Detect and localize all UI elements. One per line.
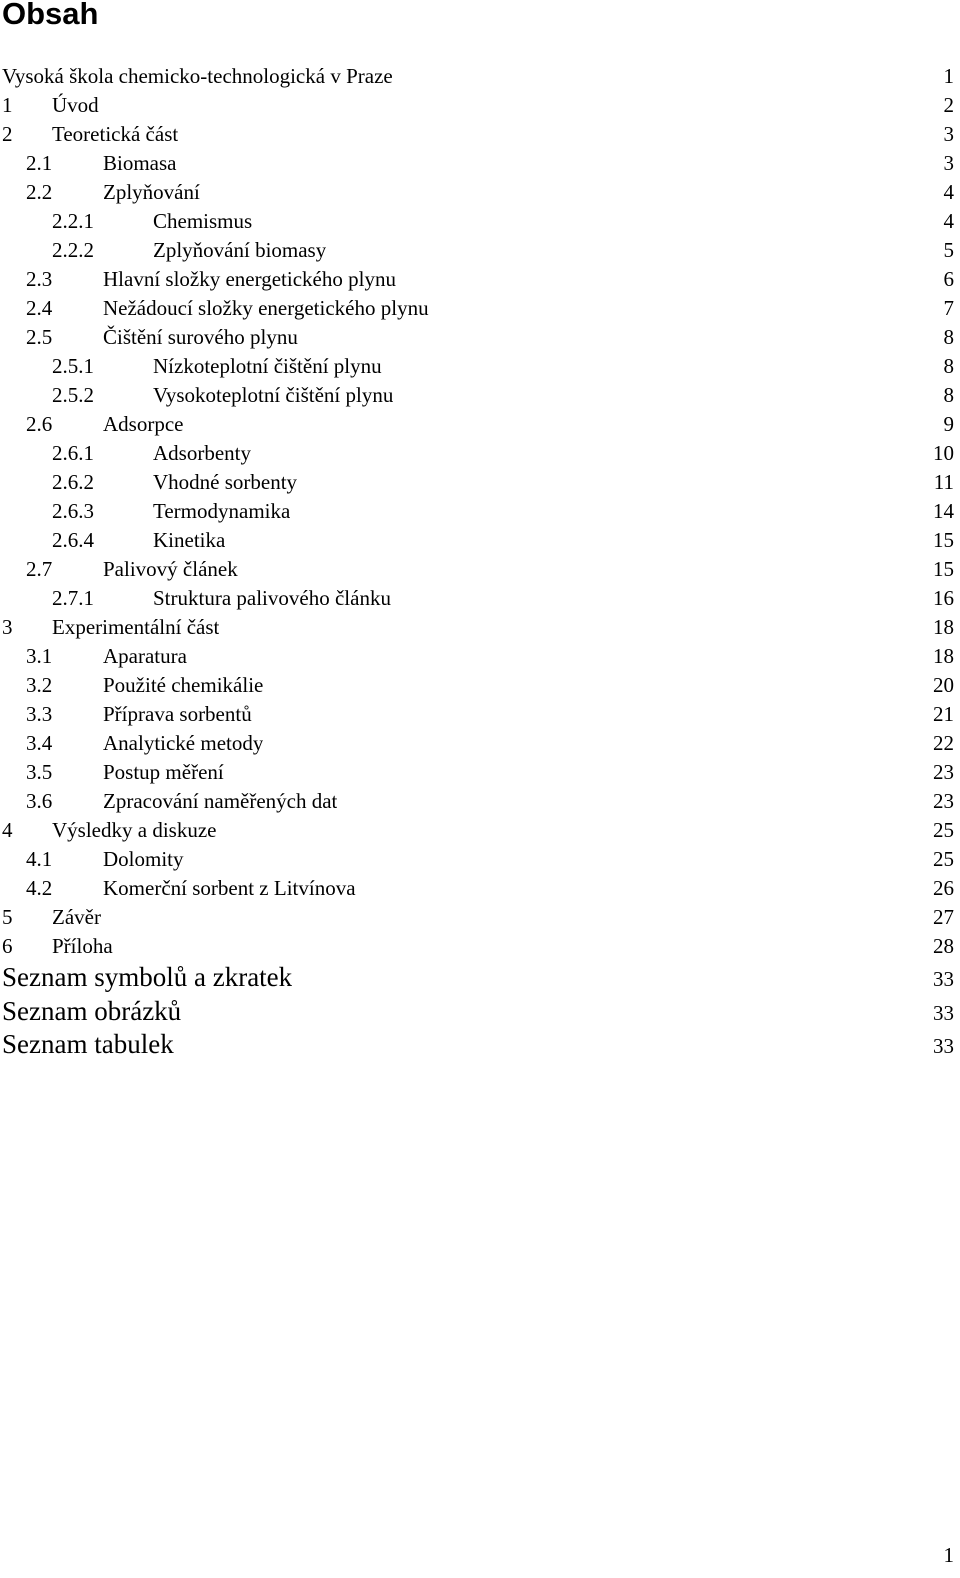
- toc-entry-title: Kinetika: [153, 528, 226, 552]
- toc-entry-number: 3.3: [26, 702, 53, 726]
- toc-entry-page: 8: [943, 325, 954, 349]
- toc-entry-number: 5: [2, 905, 13, 929]
- toc-entry-title: Postup měření: [103, 760, 224, 784]
- toc-entry-title: Hlavní složky energetického plynu: [103, 267, 396, 291]
- toc-entry-number: 4: [2, 818, 13, 842]
- toc-entry-page: 8: [943, 354, 954, 378]
- toc-entry-number: 2.5.2: [52, 383, 94, 407]
- toc-entry-number: 2.3: [26, 267, 53, 291]
- toc-entry[interactable]: [2, 149, 954, 178]
- toc-entry-title: Závěr: [52, 905, 101, 929]
- toc-entry-page: 1: [943, 64, 954, 88]
- toc-entry[interactable]: [2, 816, 954, 845]
- toc-entry-number: 3.5: [26, 760, 53, 784]
- page-title: Obsah: [2, 0, 99, 31]
- toc-entry-page: 10: [933, 441, 954, 465]
- toc-entry-page: 5: [943, 238, 954, 262]
- toc-entry-number: 2.6: [26, 412, 53, 436]
- toc-entry-page: 23: [933, 789, 954, 813]
- toc-entry-title: Termodynamika: [153, 499, 291, 523]
- toc-entry[interactable]: [2, 671, 954, 700]
- toc-entry-page: 33: [933, 967, 954, 991]
- toc-entry-title: Vhodné sorbenty: [153, 470, 298, 494]
- toc-entry-number: 2.2: [26, 180, 53, 204]
- toc-entry[interactable]: [2, 787, 954, 816]
- toc-entry-title: Aparatura: [103, 644, 187, 668]
- toc-entry[interactable]: [2, 874, 954, 903]
- toc-entry-page: 26: [933, 876, 954, 900]
- toc-entry-page: 22: [933, 731, 954, 755]
- toc-entry-title: Analytické metody: [103, 731, 264, 755]
- toc-entry-title: Vysokoteplotní čištění plynu: [153, 383, 394, 407]
- toc-entry-title: Zpracování naměřených dat: [103, 789, 338, 813]
- toc-entry-number: 1: [2, 93, 13, 117]
- toc-entry-title: Výsledky a diskuze: [52, 818, 217, 842]
- toc-entry-page: 27: [933, 905, 954, 929]
- toc-entry-title: Nízkoteplotní čištění plynu: [153, 354, 382, 378]
- toc-entry-title: Čištění surového plynu: [103, 325, 298, 349]
- toc-entry-title: Vysoká škola chemicko-technologická v Praze: [2, 64, 393, 88]
- toc-entry-page: 33: [933, 1000, 954, 1025]
- toc-entry-title: Seznam tabulek: [2, 1029, 174, 1060]
- toc-entry-number: 3.2: [26, 673, 53, 697]
- toc-entry[interactable]: [2, 91, 954, 120]
- toc-entry-page: 15: [933, 557, 954, 581]
- toc-entry[interactable]: [2, 439, 954, 468]
- toc-entry[interactable]: [2, 903, 954, 932]
- toc-entry-page: 25: [933, 847, 954, 871]
- toc-entry-page: 18: [933, 644, 954, 668]
- toc-entry[interactable]: [2, 323, 954, 352]
- toc-entry[interactable]: [2, 995, 954, 1029]
- toc-entry-number: 4.2: [26, 876, 53, 900]
- toc-entry-title: Adsorpce: [103, 412, 184, 436]
- toc-entry-page: 28: [933, 934, 954, 958]
- toc-entry-page: 4: [943, 209, 954, 233]
- toc-entry-page: 21: [933, 702, 954, 726]
- toc-entry-page: 18: [933, 615, 954, 639]
- toc-entry-number: 2.2.2: [52, 238, 94, 262]
- toc-entry-page: 16: [933, 586, 954, 610]
- toc-entry[interactable]: [2, 468, 954, 497]
- toc-entry-page: 3: [943, 122, 954, 146]
- toc-entry-number: 4.1: [26, 847, 53, 871]
- toc-entry[interactable]: [2, 961, 954, 995]
- toc-entry[interactable]: [2, 555, 954, 584]
- toc-entry-title: Struktura palivového článku: [153, 586, 391, 610]
- toc-entry[interactable]: [2, 932, 954, 961]
- toc-entry-title: Příprava sorbentů: [103, 702, 252, 726]
- toc-entry-title: Zplyňování: [103, 180, 200, 204]
- table-of-contents: [2, 62, 954, 1062]
- toc-entry[interactable]: [2, 352, 954, 381]
- toc-entry[interactable]: [2, 584, 954, 613]
- toc-entry[interactable]: [2, 236, 954, 265]
- toc-entry-number: 2.5: [26, 325, 53, 349]
- toc-entry[interactable]: [2, 410, 954, 439]
- toc-entry[interactable]: [2, 497, 954, 526]
- toc-entry[interactable]: [2, 845, 954, 874]
- toc-entry-page: 6: [943, 267, 954, 291]
- toc-entry-page: 25: [933, 818, 954, 842]
- toc-entry-page: 11: [933, 470, 954, 494]
- toc-entry-title: Teoretická část: [52, 122, 179, 146]
- toc-entry-title: Úvod: [52, 93, 99, 117]
- toc-entry-page: 33: [933, 1034, 954, 1059]
- toc-entry-page: 7: [943, 296, 954, 320]
- toc-entry-number: 2.6.1: [52, 441, 94, 465]
- toc-entry-number: 3.4: [26, 731, 53, 755]
- toc-entry[interactable]: [2, 700, 954, 729]
- toc-entry[interactable]: [2, 120, 954, 149]
- toc-entry-number: 2.1: [26, 151, 53, 175]
- toc-entry-number: 3: [2, 615, 13, 639]
- toc-entry-page: 8: [943, 383, 954, 407]
- toc-entry-number: 3.6: [26, 789, 53, 813]
- toc-entry-title: Adsorbenty: [153, 441, 251, 465]
- toc-entry-title: Seznam symbolů a zkratek: [2, 962, 293, 992]
- toc-entry[interactable]: [2, 1028, 954, 1062]
- toc-entry-number: 2.6.3: [52, 499, 94, 523]
- toc-entry-title: Chemismus: [153, 209, 253, 233]
- toc-entry[interactable]: [2, 758, 954, 787]
- toc-entry-number: 2.6.4: [52, 528, 94, 552]
- toc-entry-number: 2.5.1: [52, 354, 94, 378]
- toc-entry-title: Palivový článek: [103, 557, 238, 581]
- toc-entry-page: 20: [933, 673, 954, 697]
- toc-entry-number: 2.7: [26, 557, 53, 581]
- toc-entry-title: Dolomity: [103, 847, 184, 871]
- toc-entry-number: 2: [2, 122, 13, 146]
- toc-entry-page: 4: [943, 180, 954, 204]
- toc-entry-page: 3: [943, 151, 954, 175]
- toc-entry-number: 2.6.2: [52, 470, 94, 494]
- toc-entry[interactable]: [2, 62, 954, 91]
- toc-entry-page: 15: [933, 528, 954, 552]
- toc-entry-title: Komerční sorbent z Litvínova: [103, 876, 356, 900]
- toc-entry-page: 2: [943, 93, 954, 117]
- toc-entry-number: 6: [2, 934, 13, 958]
- toc-entry[interactable]: [2, 207, 954, 236]
- toc-entry-number: 2.2.1: [52, 209, 94, 233]
- toc-entry-page: 9: [943, 412, 954, 436]
- toc-entry-title: Zplyňování biomasy: [153, 238, 327, 262]
- toc-entry[interactable]: [2, 178, 954, 207]
- toc-entry-title: Biomasa: [103, 151, 177, 175]
- toc-entry-title: Experimentální část: [52, 615, 220, 639]
- toc-entry[interactable]: [2, 613, 954, 642]
- toc-entry-title: Použité chemikálie: [103, 673, 264, 697]
- toc-entry[interactable]: [2, 526, 954, 555]
- page-number: 1: [943, 1543, 954, 1567]
- toc-entry[interactable]: [2, 642, 954, 671]
- toc-entry[interactable]: [2, 294, 954, 323]
- toc-entry[interactable]: [2, 381, 954, 410]
- toc-entry-number: 2.4: [26, 296, 53, 320]
- toc-entry-page: 23: [933, 760, 954, 784]
- toc-entry-number: 2.7.1: [52, 586, 94, 610]
- toc-entry[interactable]: [2, 265, 954, 294]
- toc-entry[interactable]: [2, 729, 954, 758]
- toc-entry-page: 14: [933, 499, 954, 523]
- toc-entry-title: Seznam obrázků: [2, 995, 182, 1026]
- toc-entry-number: 3.1: [26, 644, 53, 668]
- toc-entry-title: Příloha: [52, 934, 113, 958]
- toc-entry-title: Nežádoucí složky energetického plynu: [103, 296, 429, 320]
